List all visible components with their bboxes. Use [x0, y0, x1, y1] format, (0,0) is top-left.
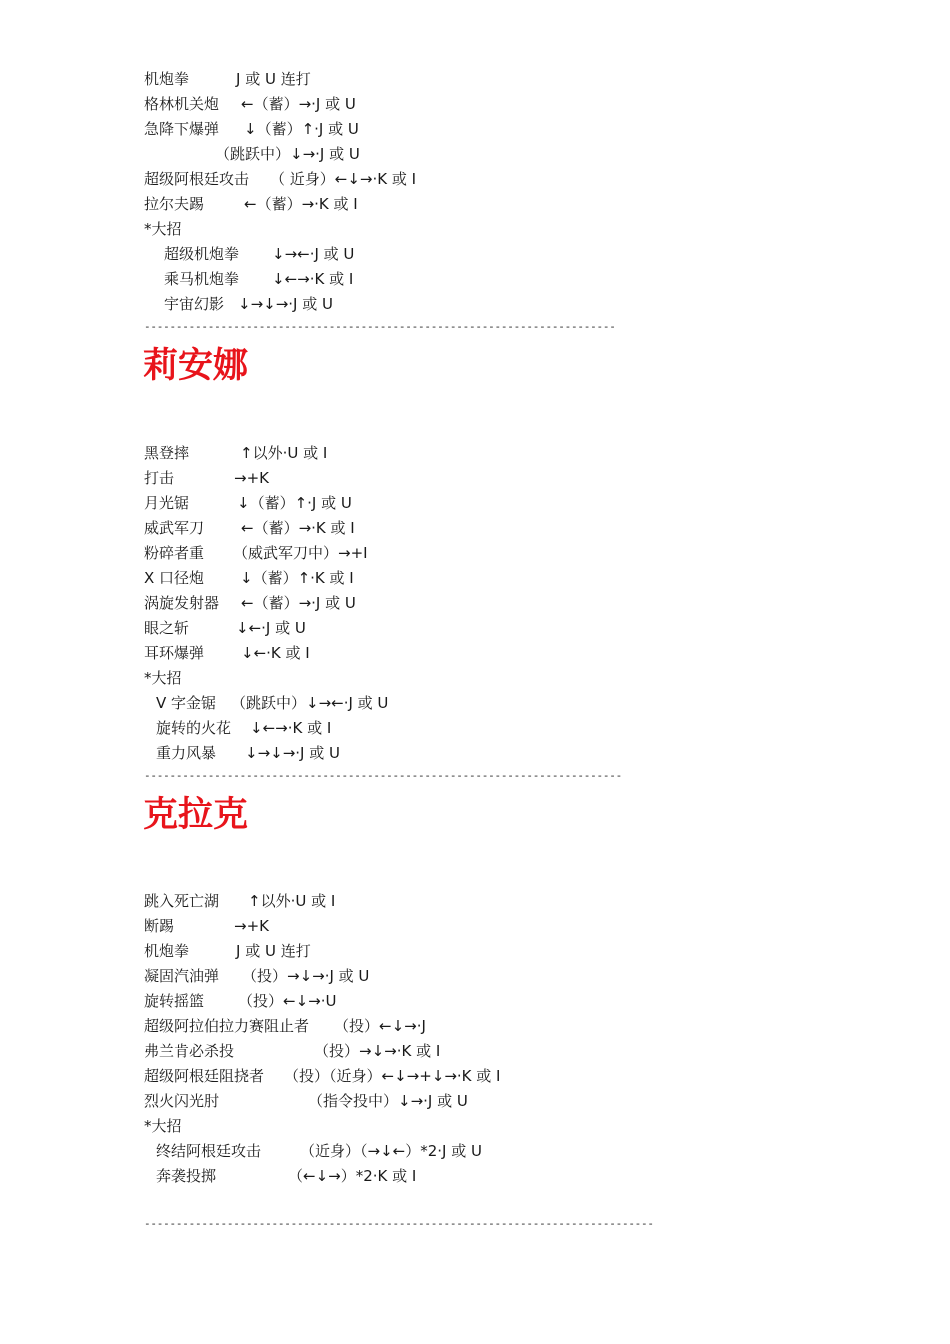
super-name: 终结阿根廷攻击 [156, 1142, 262, 1160]
separator-line: -------------------------------------------------------------------------------- [144, 1217, 654, 1230]
move-command: （投）（近身）←↓→+↓→·K 或 I [284, 1067, 501, 1085]
move-command: J 或 U 连打 [236, 942, 311, 960]
move-command: ↓（蓄）↑·J 或 U [237, 494, 352, 512]
move-command: J 或 U 连打 [236, 70, 311, 88]
character-title: 克拉克 [143, 794, 249, 835]
move-command: （指令投中）↓→·J 或 U [308, 1092, 468, 1110]
super-command: ↓→↓→·J 或 U [245, 744, 340, 762]
move-name: 威武军刀 [144, 519, 205, 537]
move-command: （投）→↓→·J 或 U [242, 967, 370, 985]
character-title: 莉安娜 [143, 345, 249, 386]
move-name: 粉碎者重 [144, 544, 205, 562]
move-command: →+K [234, 469, 269, 487]
super-command: ↓→↓→·J 或 U [238, 295, 333, 313]
super-label: *大招 [144, 220, 182, 238]
super-command: （近身）（→↓←）*2·J 或 U [300, 1142, 482, 1160]
super-name: 奔袭投掷 [156, 1167, 217, 1185]
move-name: 超级阿根廷攻击 [144, 170, 250, 188]
super-name: V 字金锯 [156, 694, 217, 712]
move-command: ←（蓄）→·K 或 I [244, 195, 358, 213]
move-name: 断踢 [144, 917, 175, 935]
separator-line: -------------------------------------------------------------------------- [144, 320, 616, 333]
super-name: 宇宙幻影 [164, 295, 225, 313]
move-name: 超级阿拉伯拉力赛阻止者 [144, 1017, 310, 1035]
move-command: （ 近身）←↓→·K 或 I [270, 170, 417, 188]
super-command: ↓→←·J 或 U [272, 245, 355, 263]
super-name: 超级机炮拳 [164, 245, 240, 263]
super-label: *大招 [144, 669, 182, 687]
move-name: 急降下爆弹 [144, 120, 220, 138]
move-command: ↑以外·U 或 I [248, 892, 336, 910]
move-name: 旋转摇篮 [144, 992, 205, 1010]
move-command: ↑以外·U 或 I [240, 444, 328, 462]
move-name: 黑登摔 [144, 444, 190, 462]
super-command: ↓←→·K 或 I [250, 719, 332, 737]
move-command: →+K [234, 917, 269, 935]
move-command: ←（蓄）→·J 或 U [241, 594, 356, 612]
move-name: 月光锯 [144, 494, 190, 512]
move-command: ↓（蓄）↑·J 或 U [244, 120, 359, 138]
move-command: （投）→↓→·K 或 I [314, 1042, 441, 1060]
move-command: （威武军刀中）→+I [233, 544, 368, 562]
move-name: 超级阿根廷阻挠者 [144, 1067, 265, 1085]
super-row [156, 1166, 566, 1246]
move-name: 跳入死亡湖 [144, 892, 220, 910]
super-name: 乘马机炮拳 [164, 270, 240, 288]
move-name: 耳环爆弹 [144, 644, 205, 662]
super-label: *大招 [144, 1117, 182, 1135]
move-name: 凝固汽油弹 [144, 967, 220, 985]
move-command: ←（蓄）→·K 或 I [241, 519, 355, 537]
super-command: （跳跃中）↓→←·J 或 U [231, 694, 389, 712]
move-name: X 口径炮 [144, 569, 205, 587]
move-command: （投）←↓→·U [238, 992, 337, 1010]
move-command: ↓（蓄）↑·K 或 I [240, 569, 354, 587]
move-name: 拉尔夫踢 [144, 195, 205, 213]
move-name: 机炮拳 [144, 942, 190, 960]
super-command: ↓←→·K 或 I [272, 270, 354, 288]
move-name: 涡旋发射器 [144, 594, 220, 612]
move-command: ↓←·K 或 I [241, 644, 310, 662]
move-name: 弗兰肯必杀投 [144, 1042, 235, 1060]
move-command: ←（蓄）→·J 或 U [241, 95, 356, 113]
move-name: 机炮拳 [144, 70, 190, 88]
move-command: （投）←↓→·J [334, 1017, 426, 1035]
super-command: （←↓→）*2·K 或 I [288, 1167, 417, 1185]
separator-line: --------------------------------------------------------------------------- [144, 769, 622, 782]
move-name: 烈火闪光肘 [144, 1092, 220, 1110]
move-command: ↓←·J 或 U [236, 619, 306, 637]
move-name: 眼之斩 [144, 619, 190, 637]
super-name: 重力风暴 [156, 744, 217, 762]
move-name: 格林机关炮 [144, 95, 220, 113]
move-command: （跳跃中）↓→·J 或 U [215, 145, 360, 163]
super-name: 旋转的火花 [156, 719, 232, 737]
move-name: 打击 [144, 469, 175, 487]
